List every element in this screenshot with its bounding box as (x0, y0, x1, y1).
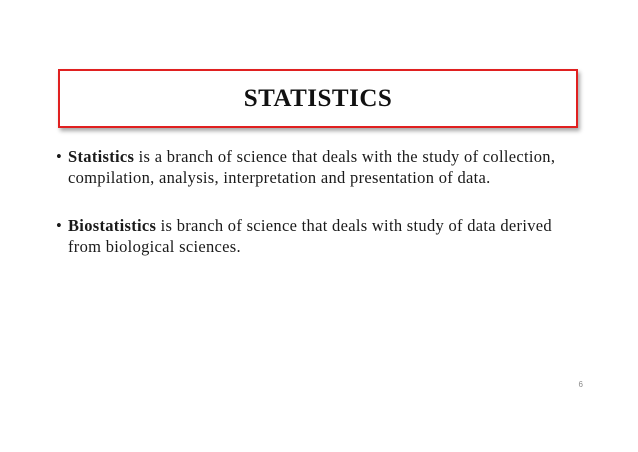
slide-title: STATISTICS (243, 84, 393, 112)
page-number: 6 (578, 380, 583, 389)
bullet-text: is branch of science that deals with study of data derived from biological sciences. (68, 216, 552, 256)
bullet-term: Biostatistics (68, 216, 157, 235)
bullet-item-statistics (56, 146, 576, 188)
bullet-term: Statistics (68, 147, 135, 166)
bullet-marker: • (56, 216, 63, 235)
bullet-marker: • (56, 147, 63, 166)
bullet-item-biostatistics (56, 215, 576, 257)
bullet-list (56, 146, 576, 257)
title-box (58, 69, 578, 128)
bullet-text: is a branch of science that deals with the study of collection, compilation, analysis, interpretation and presentation of data. (68, 147, 556, 187)
